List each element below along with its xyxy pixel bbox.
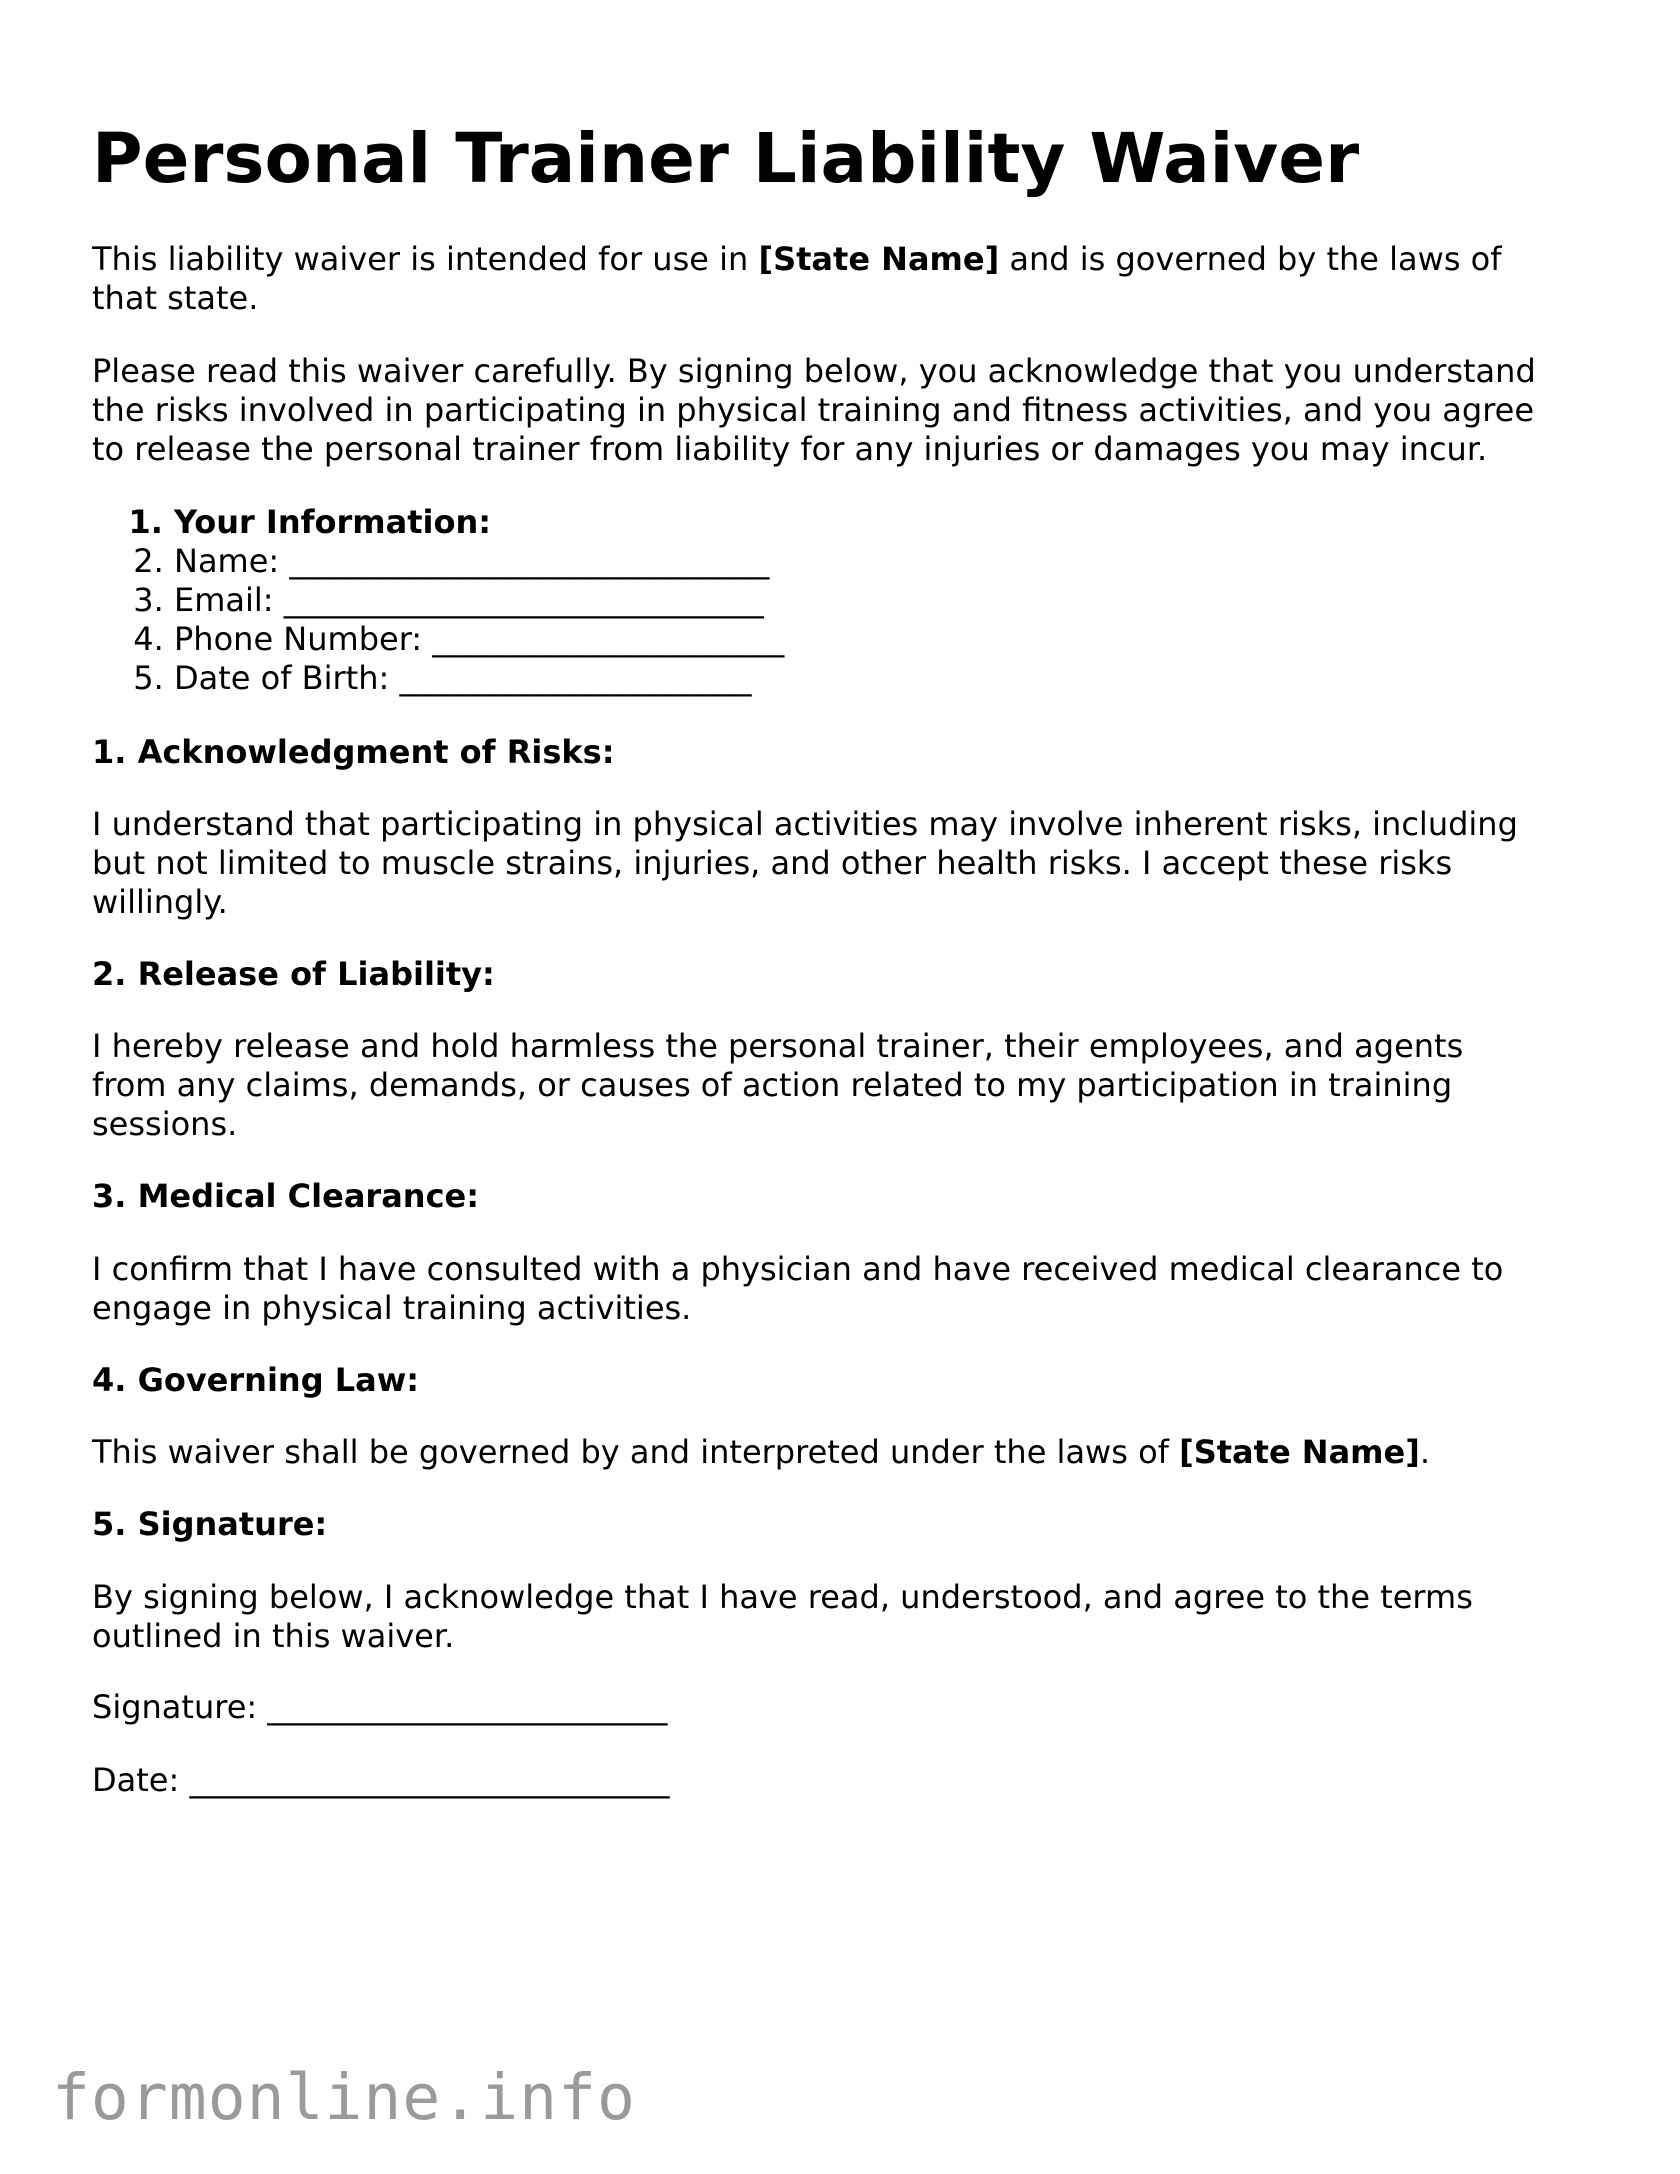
date-field[interactable]: Date: ______________________________ <box>92 1761 670 1799</box>
intro-read-paragraph <box>92 352 1602 469</box>
date-of-birth-field[interactable]: 5. Date of Birth: ______________________ <box>174 659 784 698</box>
section-heading-signature: 5. Signature: <box>92 1505 328 1543</box>
intro-governing-line-1: This liability waiver is intended for use in [State Name] and is governed by the laws of <box>92 240 1502 278</box>
intro-governing-paragraph <box>92 240 1602 318</box>
name-field[interactable]: 2. Name: ______________________________ <box>174 542 784 581</box>
info-list-heading: 1. Your Information: <box>174 503 784 542</box>
intro-read-line-1: Please read this waiver carefully. By signing below, you acknowledge that you understand <box>92 352 1536 390</box>
section-heading-risks: 1. Acknowledgment of Risks: <box>92 733 615 771</box>
section-heading-release: 2. Release of Liability: <box>92 955 495 993</box>
section-text-governing-law: This waiver shall be governed by and interpreted under the laws of [State Name]. <box>92 1433 1430 1471</box>
watermark: formonline.info <box>52 2061 636 2134</box>
signature-field[interactable]: Signature: _________________________ <box>92 1688 668 1726</box>
section-text-signature: By signing below, I acknowledge that I have read, understood, and agree to the terms outlined in this waiver. <box>92 1578 1473 1655</box>
intro-read-line-3: to release the personal trainer from liability for any injuries or damages you may incur. <box>92 430 1488 468</box>
section-heading-governing-law: 4. Governing Law: <box>92 1361 420 1399</box>
state-name-placeholder: [State Name] <box>758 240 1000 278</box>
page-title: Personal Trainer Liability Waiver <box>92 119 1360 199</box>
section-text-release: I hereby release and hold harmless the personal trainer, their employees, and agents from any claims, demands, or causes of action related to my participation in training sessions. <box>92 1027 1464 1143</box>
section-text-medical: I confirm that I have consulted with a physician and have received medical clearance to engage in physical training activities. <box>92 1250 1504 1327</box>
state-name-placeholder: [State Name] <box>1179 1433 1420 1471</box>
your-information-list <box>92 503 784 698</box>
email-field[interactable]: 3. Email: ______________________________ <box>174 581 784 620</box>
section-text-risks: I understand that participating in physical activities may involve inherent risks, including but not limited to muscle strains, injuries, and other health risks. I accept these risks willingly. <box>92 805 1518 921</box>
intro-read-line-2: the risks involved in participating in physical training and fitness activities, and you agree <box>92 391 1535 429</box>
intro-governing-line-2: that state. <box>92 279 259 317</box>
phone-number-field[interactable]: 4. Phone Number: ______________________ <box>174 620 784 659</box>
section-heading-medical: 3. Medical Clearance: <box>92 1177 480 1215</box>
